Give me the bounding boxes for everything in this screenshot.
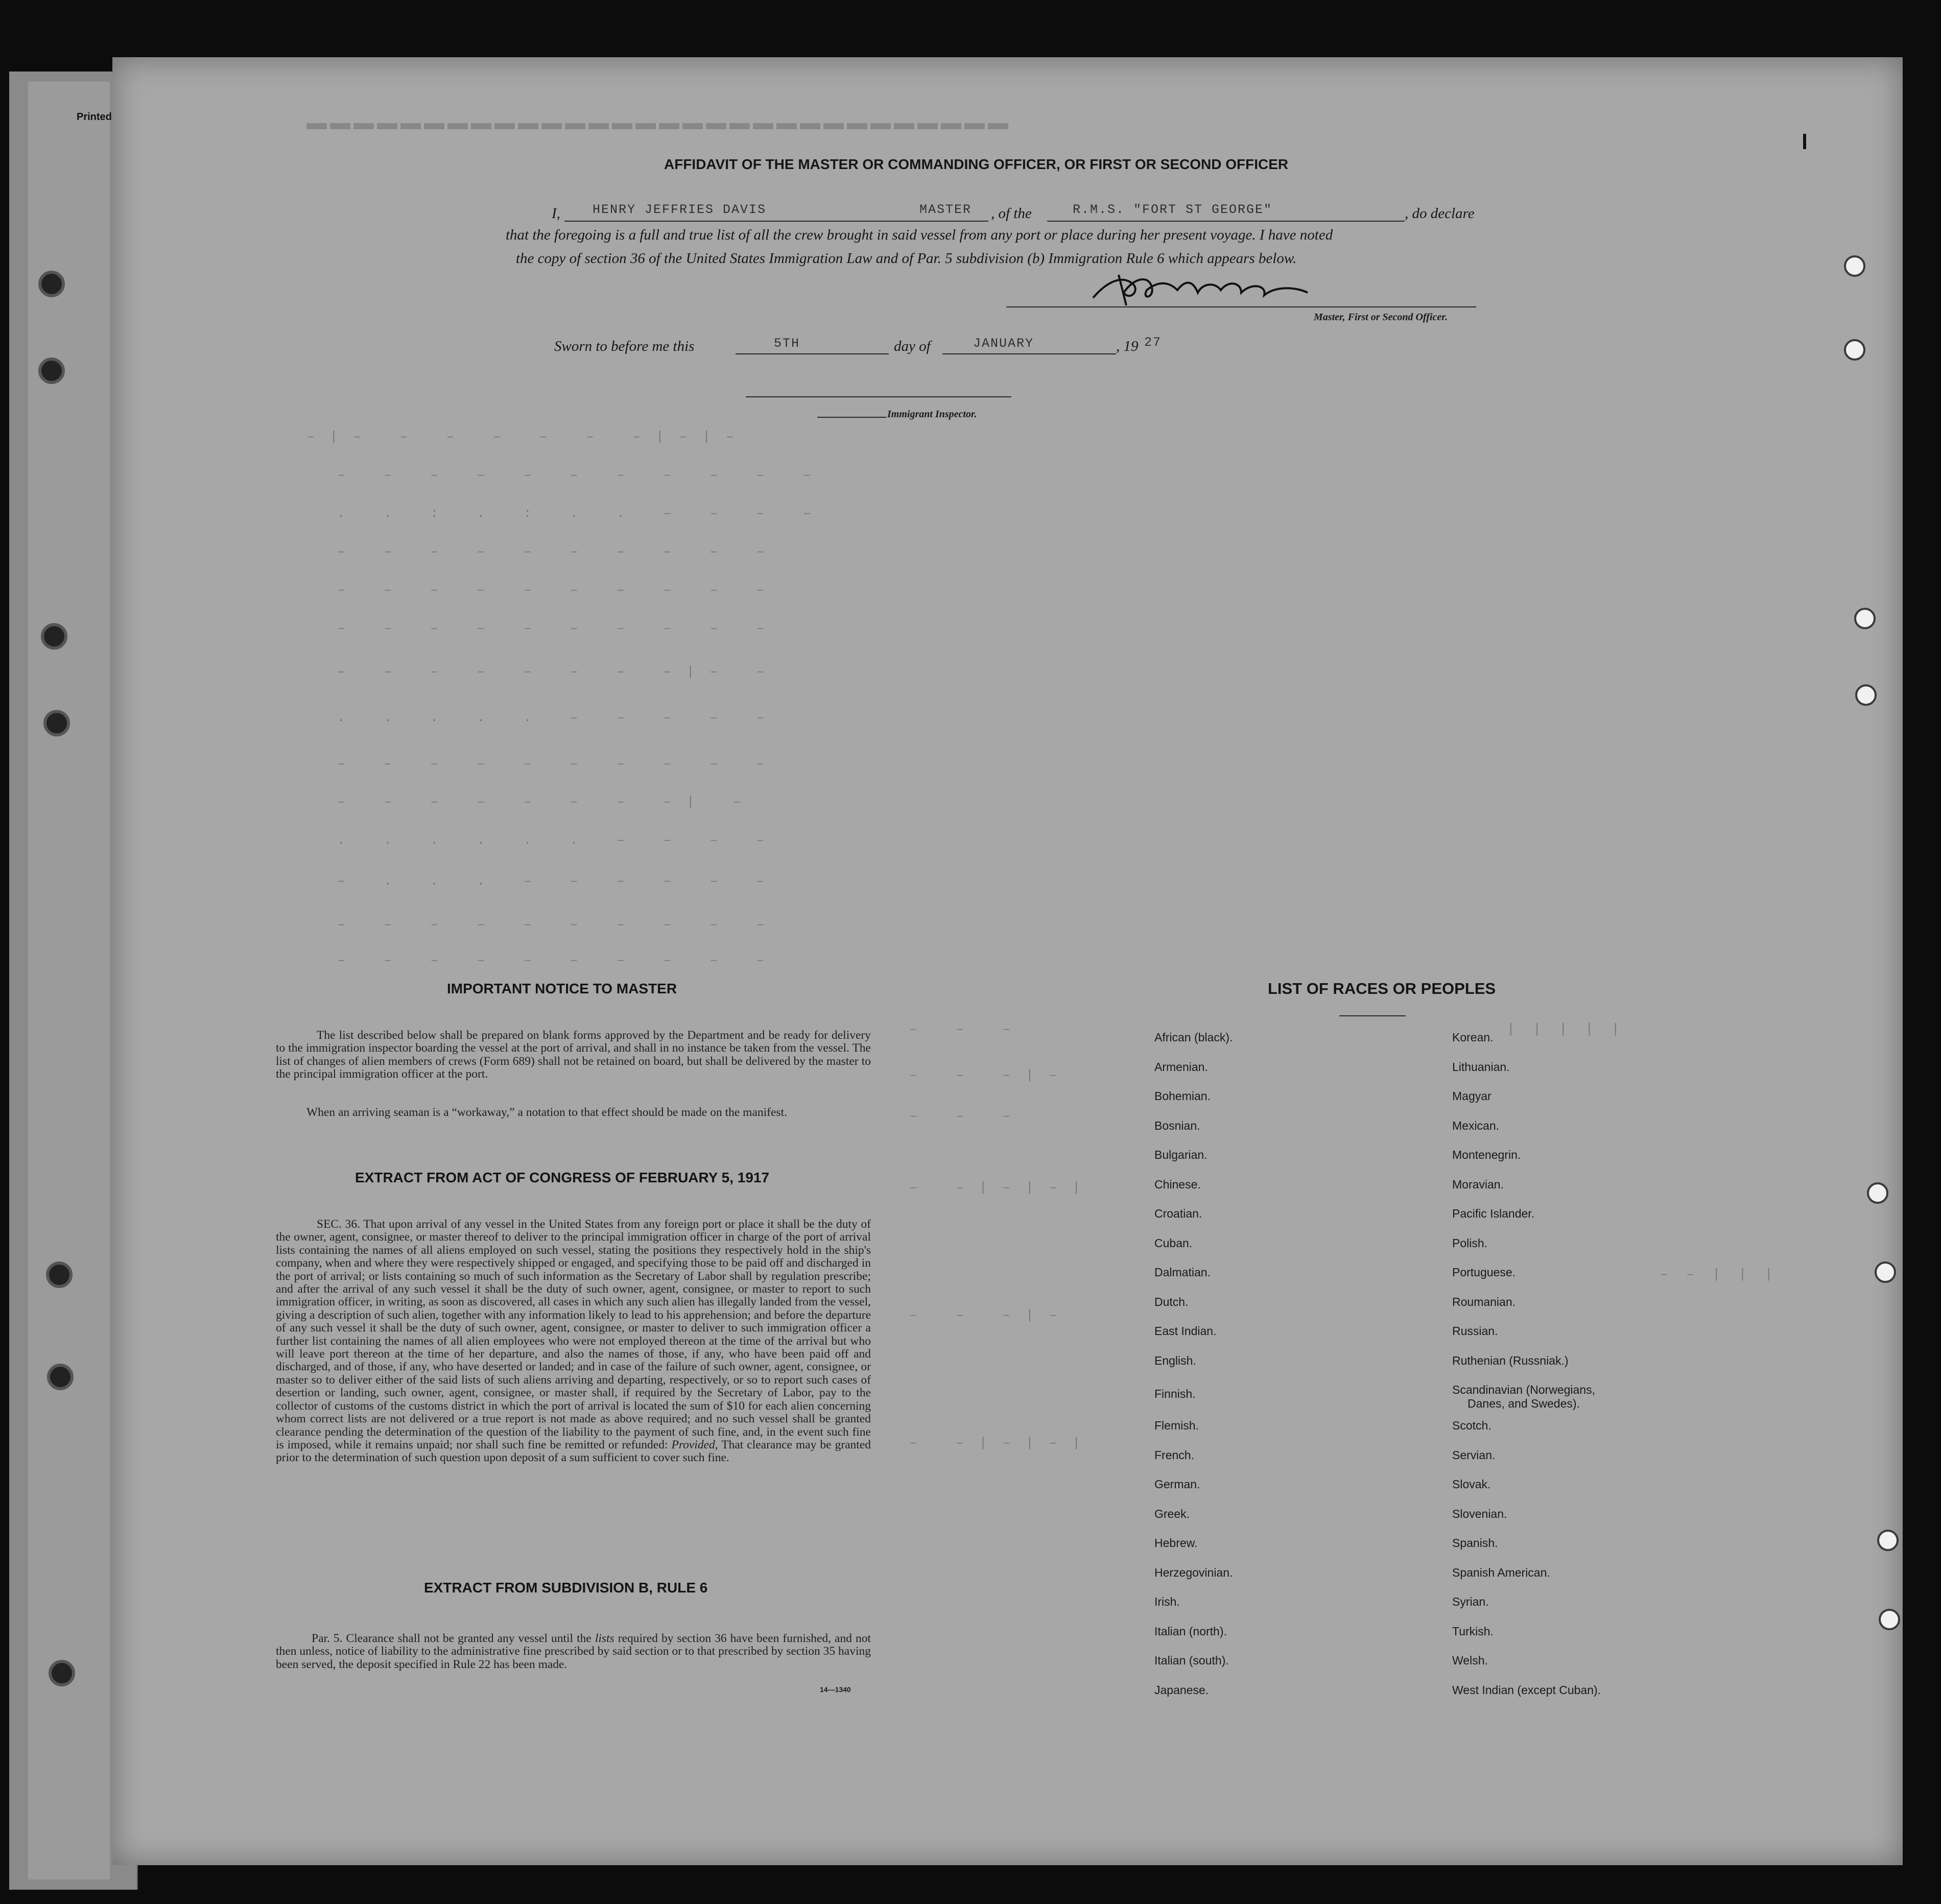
race-item: Flemish. xyxy=(1154,1419,1199,1432)
bleed-through-row: – – – – – – – – – – – xyxy=(337,467,826,483)
bleed-through-row: . . : . : . . – – – – xyxy=(337,506,826,521)
punch-hole xyxy=(1879,1609,1900,1630)
race-item: English. xyxy=(1154,1353,1196,1367)
rule-extract-body xyxy=(276,1632,871,1671)
race-item: Dutch. xyxy=(1154,1295,1189,1308)
bleed-through-row: . . . . . – – – – – xyxy=(337,710,780,725)
vessel-line xyxy=(1047,221,1405,222)
binder-hole xyxy=(49,1660,75,1686)
bleed-through-row: | | | | | xyxy=(1507,1021,1625,1037)
punch-hole xyxy=(1854,608,1876,629)
race-item: Montenegrin. xyxy=(1452,1148,1521,1161)
form-number: 14—1340 xyxy=(820,1685,851,1694)
race-item: Russian. xyxy=(1452,1324,1498,1338)
punch-hole xyxy=(1844,255,1865,277)
sworn-prefix: Sworn to before me this xyxy=(554,338,695,354)
race-item: French. xyxy=(1154,1448,1194,1462)
sworn-day: 5TH xyxy=(774,336,800,351)
master-signature xyxy=(1088,270,1328,311)
binder-hole xyxy=(38,271,65,297)
inspector-signature-line xyxy=(746,396,1011,397)
bleed-through-row: – – – – – – – – – – xyxy=(337,544,780,559)
race-item: Irish. xyxy=(1154,1595,1180,1608)
race-item: Moravian. xyxy=(1452,1177,1504,1191)
race-item: Slovak. xyxy=(1452,1478,1491,1491)
vessel-name: R.M.S. "FORT ST GEORGE" xyxy=(1073,202,1273,217)
bleed-through-row: – – – – – – – –|– – xyxy=(337,664,780,679)
binder-hole xyxy=(41,623,67,650)
bleed-through-row: –|– – – – – – –|–|– xyxy=(306,429,749,444)
race-item: Lithuanian. xyxy=(1452,1060,1510,1074)
act-extract-proviso-text: That clearance may be granted prior to the determination of such question upon deposit of a sum sufficient to cover such fine. xyxy=(276,1438,871,1465)
race-item: Pacific Islander. xyxy=(1452,1207,1535,1220)
race-item: Servian. xyxy=(1452,1448,1496,1462)
race-item: Spanish American. xyxy=(1452,1565,1550,1579)
rule-extract-lists: lists xyxy=(595,1632,614,1645)
race-item: German. xyxy=(1154,1478,1200,1491)
rule-extract-text-a: Par. 5. Clearance shall not be granted any vessel until the xyxy=(312,1632,591,1645)
race-item: Scandinavian (Norwegians, xyxy=(1452,1383,1595,1396)
race-item-continuation: Danes, and Swedes). xyxy=(1467,1397,1580,1410)
punch-hole xyxy=(1844,339,1865,361)
punch-hole xyxy=(1875,1262,1896,1283)
bleed-through-row: – –|–|–| xyxy=(909,1180,1096,1195)
sworn-day-line xyxy=(736,353,889,354)
race-item: Chinese. xyxy=(1154,1177,1201,1191)
race-item: Armenian. xyxy=(1154,1060,1208,1074)
master-rank: MASTER xyxy=(919,202,972,217)
races-heading-rule xyxy=(1339,1015,1406,1016)
bleed-through-row: – – – xyxy=(909,1108,1026,1124)
races-heading: LIST OF RACES OR PEOPLES xyxy=(1268,980,1496,997)
act-extract-heading: EXTRACT FROM ACT OF CONGRESS OF FEBRUARY 5, 1917 xyxy=(355,1170,770,1185)
notice-paragraph-2: When an arriving seaman is a “workaway,” a notation to that effect should be made on the manifest. xyxy=(306,1106,787,1119)
race-item: Greek. xyxy=(1154,1507,1190,1520)
notice-paragraph-1: The list described below shall be prepared on blank forms approved by the Department and be ready for delivery to the immigration inspector boarding the vessel at the port of arrival, and shall in no instance be taken from the vessel. The list of changes of alien members of crews (Form 689) shall not be retained on board, but shall be delivered by the master to the principal immigration officer at the port. xyxy=(276,1029,871,1081)
rule-extract-text-b: required by section 36 have been furnished, and not then unless, notice of liability to the administrative fine prescribed by said section or to that prescribed by section 35 having been served, the deposit specified in Rule 22 has been made. xyxy=(276,1632,871,1671)
inspector-caption: Immigrant Inspector. xyxy=(887,409,977,420)
signature-caption: Master, First or Second Officer. xyxy=(1314,312,1448,323)
race-item: Syrian. xyxy=(1452,1595,1489,1608)
affidavit-line-2: that the foregoing is a full and true list of all the crew brought in said vessel from any port or place during her present voyage. I have noted xyxy=(506,227,1333,243)
rule-extract-heading: EXTRACT FROM SUBDIVISION B, RULE 6 xyxy=(424,1580,708,1596)
race-item: Scotch. xyxy=(1452,1419,1492,1432)
race-item: Bohemian. xyxy=(1154,1089,1211,1103)
binder-hole xyxy=(43,710,70,736)
act-extract-text: SEC. 36. That upon arrival of any vessel in the United States from any foreign port or place it shall be the duty of the owner, agent, consignee, or master thereof to deliver to the principal immigration officer in charge of the port of arrival lists containing the names of all aliens employed on such vessel, stating the positions they respectively hold in the ship's company, when and where they were respectively shipped or engaged, and specifying those to be paid off and discharged in the port of arrival; or lists containing so much of such information as the Secretary of Labor shall by regulation prescribe; and after the arrival of any such vessel it shall be the duty of such owner, agent, consignee, or master to report to such immigration officer, in writing, as soon as discovered, all cases in which any such alien has illegally landed from the vessel, giving a description of such alien, together with any information likely to lead to his apprehension; and before the departure of any such vessel it shall be the duty of such owner, agent, consignee, or master to deliver to such immigration officer a further list containing the names of all alien employees who were not employed thereon at the time of the arrival but who will leave port thereon at the time of her departure, and also the names of those, if any, who have been paid off and discharged, and of those, if any, who have deserted or landed; and in case of the failure of such owner, agent, consignee, or master so to deliver either of the said lists of such aliens arriving and departing, respectively, or so to report such cases of desertion or landing, such owner, agent, consignee, or master shall, if required by the Secretary of Labor, pay to the collector of customs of the customs district in which the port of arrival is located the sum of $10 for each alien concerning whom correct lists are not delivered or a true report is not made as above required; and no such vessel shall be granted clearance pending the determination of the question of the liability to the payment of such fine, and, in the event such fine is imposed, while it remains unpaid; nor shall such fine be remitted or refunded: xyxy=(276,1218,871,1451)
page-mark xyxy=(1803,134,1806,149)
inspector-caption-line xyxy=(817,417,886,418)
bleed-through-row: – – – – – – – – – – xyxy=(337,621,780,636)
race-item: Bulgarian. xyxy=(1154,1148,1208,1161)
sworn-month: JANUARY xyxy=(973,336,1034,351)
bleed-through-row: – – –|– xyxy=(909,1067,1073,1083)
race-item: Korean. xyxy=(1452,1031,1494,1044)
race-item: Magyar xyxy=(1452,1089,1492,1103)
printed-label: Printed xyxy=(77,111,112,123)
bleed-through-row: – – | | | xyxy=(1660,1267,1778,1282)
race-item: West Indian (except Cuban). xyxy=(1452,1683,1601,1697)
affidavit-i-prefix: I, xyxy=(552,205,560,222)
race-item: Dalmatian. xyxy=(1154,1266,1211,1279)
year-prefix: , 19 xyxy=(1116,338,1139,354)
race-item: Portuguese. xyxy=(1452,1266,1516,1279)
of-the-label: , of the xyxy=(991,205,1032,222)
bleed-through-row: – – – – – – – – – – xyxy=(337,756,780,771)
punch-hole xyxy=(1867,1182,1888,1204)
race-item: Hebrew. xyxy=(1154,1536,1198,1550)
bleed-through-row: – – – – – – – – – – xyxy=(337,917,780,932)
race-item: Spanish. xyxy=(1452,1536,1498,1550)
bleed-through-row: – – – – – – – – – – xyxy=(337,582,780,598)
punch-hole xyxy=(1855,684,1877,706)
race-item: Bosnian. xyxy=(1154,1118,1200,1132)
affidavit-line-3: the copy of section 36 of the United States Immigration Law and of Par. 5 subdivision (b) Immigration Rule 6 which appears below. xyxy=(516,250,1297,267)
punch-hole xyxy=(1877,1530,1899,1551)
year-suffix: 27 xyxy=(1144,335,1162,350)
bleed-through-row: – – – xyxy=(909,1021,1026,1037)
race-item: Italian (north). xyxy=(1154,1624,1227,1638)
race-item-multiline xyxy=(1452,1383,1601,1419)
race-item: Slovenian. xyxy=(1452,1507,1507,1520)
bleed-through-row: . . . . . . – – – – xyxy=(337,832,780,848)
bleed-through-row: – – –|– xyxy=(909,1307,1073,1323)
sworn-month-line xyxy=(942,353,1116,354)
do-declare-label: , do declare xyxy=(1405,205,1475,222)
races-column-1 xyxy=(1154,1031,1233,1712)
affidavit-title: AFFIDAVIT OF THE MASTER OR COMMANDING OFFICER, OR FIRST OR SECOND OFFICER xyxy=(664,156,1289,172)
bleed-through-row: – – – – – – – –| – xyxy=(337,794,756,810)
race-item: Roumanian. xyxy=(1452,1295,1516,1308)
race-item: Herzegovinian. xyxy=(1154,1565,1233,1579)
bleed-through-row: – . . . – – – – – – xyxy=(337,873,780,889)
race-item: African (black). xyxy=(1154,1031,1233,1044)
name-line xyxy=(564,221,988,222)
race-item: Mexican. xyxy=(1452,1118,1500,1132)
bleed-through-header: ▬▬▬▬▬▬▬▬▬▬▬▬▬▬▬▬▬▬▬▬▬▬▬▬▬▬▬▬▬▬ xyxy=(306,111,1011,132)
underlying-page-strip xyxy=(28,82,110,1879)
race-item: Welsh. xyxy=(1452,1654,1488,1667)
act-extract-proviso-label: Provided, xyxy=(671,1438,718,1451)
binder-hole xyxy=(38,358,65,384)
race-item: Japanese. xyxy=(1154,1683,1209,1697)
bleed-through-row: – –|–|–| xyxy=(909,1435,1096,1450)
race-item: Turkish. xyxy=(1452,1624,1494,1638)
master-name: HENRY JEFFRIES DAVIS xyxy=(593,202,767,217)
race-item: Italian (south). xyxy=(1154,1654,1229,1667)
race-item: Cuban. xyxy=(1154,1236,1193,1250)
binder-hole xyxy=(46,1262,73,1288)
day-of-label: day of xyxy=(894,338,931,354)
race-item: Polish. xyxy=(1452,1236,1488,1250)
races-column-2 xyxy=(1452,1031,1601,1712)
binder-hole xyxy=(47,1364,74,1390)
signature-line xyxy=(1006,306,1476,307)
bleed-through-row: – – – – – – – – – – xyxy=(337,953,780,968)
race-item: Finnish. xyxy=(1154,1387,1196,1400)
race-item: Ruthenian (Russniak.) xyxy=(1452,1353,1569,1367)
notice-heading: IMPORTANT NOTICE TO MASTER xyxy=(447,981,677,996)
act-extract-body xyxy=(276,1218,871,1465)
race-item: East Indian. xyxy=(1154,1324,1217,1338)
race-item: Croatian. xyxy=(1154,1207,1202,1220)
